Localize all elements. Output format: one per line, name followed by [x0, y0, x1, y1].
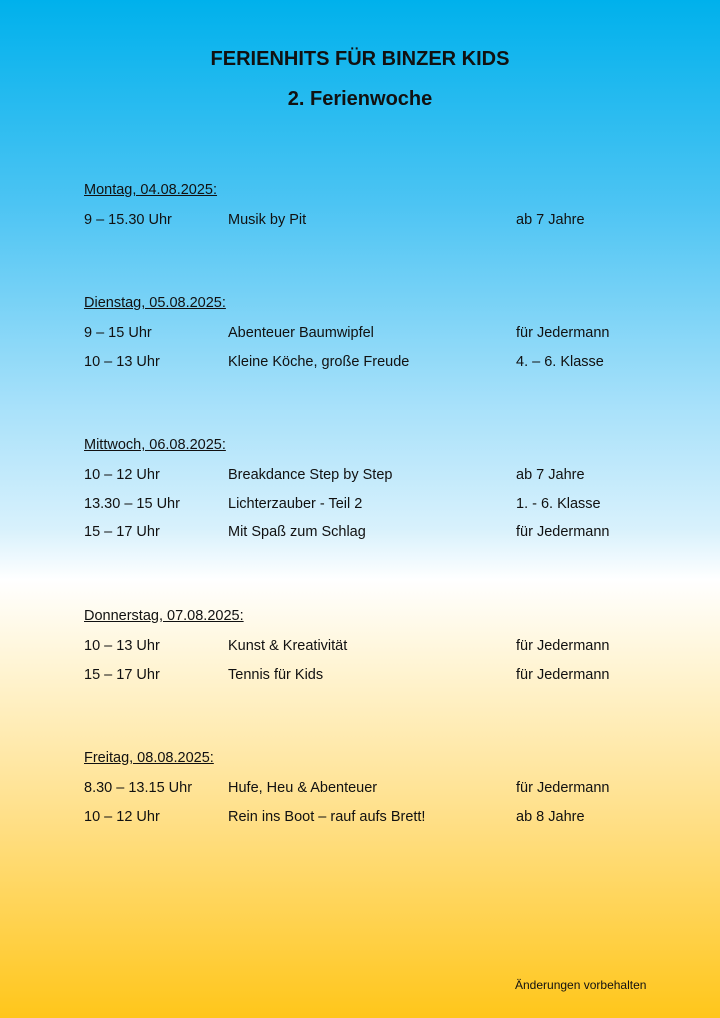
event-audience: für Jedermann — [516, 780, 610, 796]
event-audience: für Jedermann — [516, 325, 610, 341]
event-title: Breakdance Step by Step — [228, 467, 393, 483]
event-row — [84, 490, 644, 519]
day-block-donnerstag — [84, 604, 644, 689]
event-row — [84, 319, 644, 348]
day-heading: Montag, 04.08.2025: — [84, 182, 218, 198]
event-audience: ab 7 Jahre — [516, 467, 585, 483]
event-time: 10 – 12 Uhr — [84, 808, 160, 825]
event-title: Abenteuer Baumwipfel — [228, 325, 374, 341]
event-title: Mit Spaß zum Schlag — [228, 524, 366, 540]
footer-note: Änderungen vorbehalten — [515, 978, 647, 992]
event-title: Kunst & Kreativität — [228, 638, 348, 654]
event-time: 15 – 17 Uhr — [84, 524, 160, 540]
event-time: 15 – 17 Uhr — [84, 666, 160, 683]
day-heading: Donnerstag, 07.08.2025: — [84, 608, 244, 624]
day-heading: Freitag, 08.08.2025: — [84, 750, 214, 766]
event-title: Kleine Köche, große Freude — [228, 353, 410, 370]
event-row — [84, 461, 644, 490]
event-row — [84, 518, 644, 547]
day-block-montag — [84, 178, 644, 235]
page-subtitle: 2. Ferienwoche — [287, 88, 433, 110]
event-audience: ab 8 Jahre — [516, 808, 585, 825]
event-title: Rein ins Boot – rauf aufs Brett! — [228, 808, 426, 825]
event-audience: für Jedermann — [516, 666, 610, 683]
event-title: Lichterzauber - Teil 2 — [228, 495, 363, 512]
event-title: Musik by Pit — [228, 212, 307, 228]
event-time: 9 – 15.30 Uhr — [84, 212, 172, 228]
event-row — [84, 632, 644, 661]
day-heading: Dienstag, 05.08.2025: — [84, 295, 226, 311]
day-block-dienstag — [84, 291, 644, 376]
event-audience: ab 7 Jahre — [516, 212, 585, 228]
day-block-mittwoch — [84, 433, 644, 547]
event-time: 13.30 – 15 Uhr — [84, 495, 180, 512]
event-row — [84, 206, 644, 235]
event-audience: 4. – 6. Klasse — [516, 353, 604, 370]
day-block-freitag — [84, 746, 644, 831]
page-title: FERIENHITS FÜR BINZER KIDS — [210, 48, 510, 70]
event-row — [84, 803, 644, 832]
event-title: Tennis für Kids — [228, 666, 324, 683]
event-row — [84, 348, 644, 377]
event-row — [84, 661, 644, 690]
event-time: 10 – 12 Uhr — [84, 467, 160, 483]
event-audience: 1. - 6. Klasse — [516, 495, 601, 512]
event-time: 9 – 15 Uhr — [84, 325, 152, 341]
event-time: 10 – 13 Uhr — [84, 638, 160, 654]
event-audience: für Jedermann — [516, 524, 610, 540]
event-title: Hufe, Heu & Abenteuer — [228, 780, 378, 796]
event-time: 8.30 – 13.15 Uhr — [84, 780, 193, 796]
event-time: 10 – 13 Uhr — [84, 353, 160, 370]
event-row — [84, 774, 644, 803]
day-heading: Mittwoch, 06.08.2025: — [84, 437, 226, 453]
event-audience: für Jedermann — [516, 638, 610, 654]
